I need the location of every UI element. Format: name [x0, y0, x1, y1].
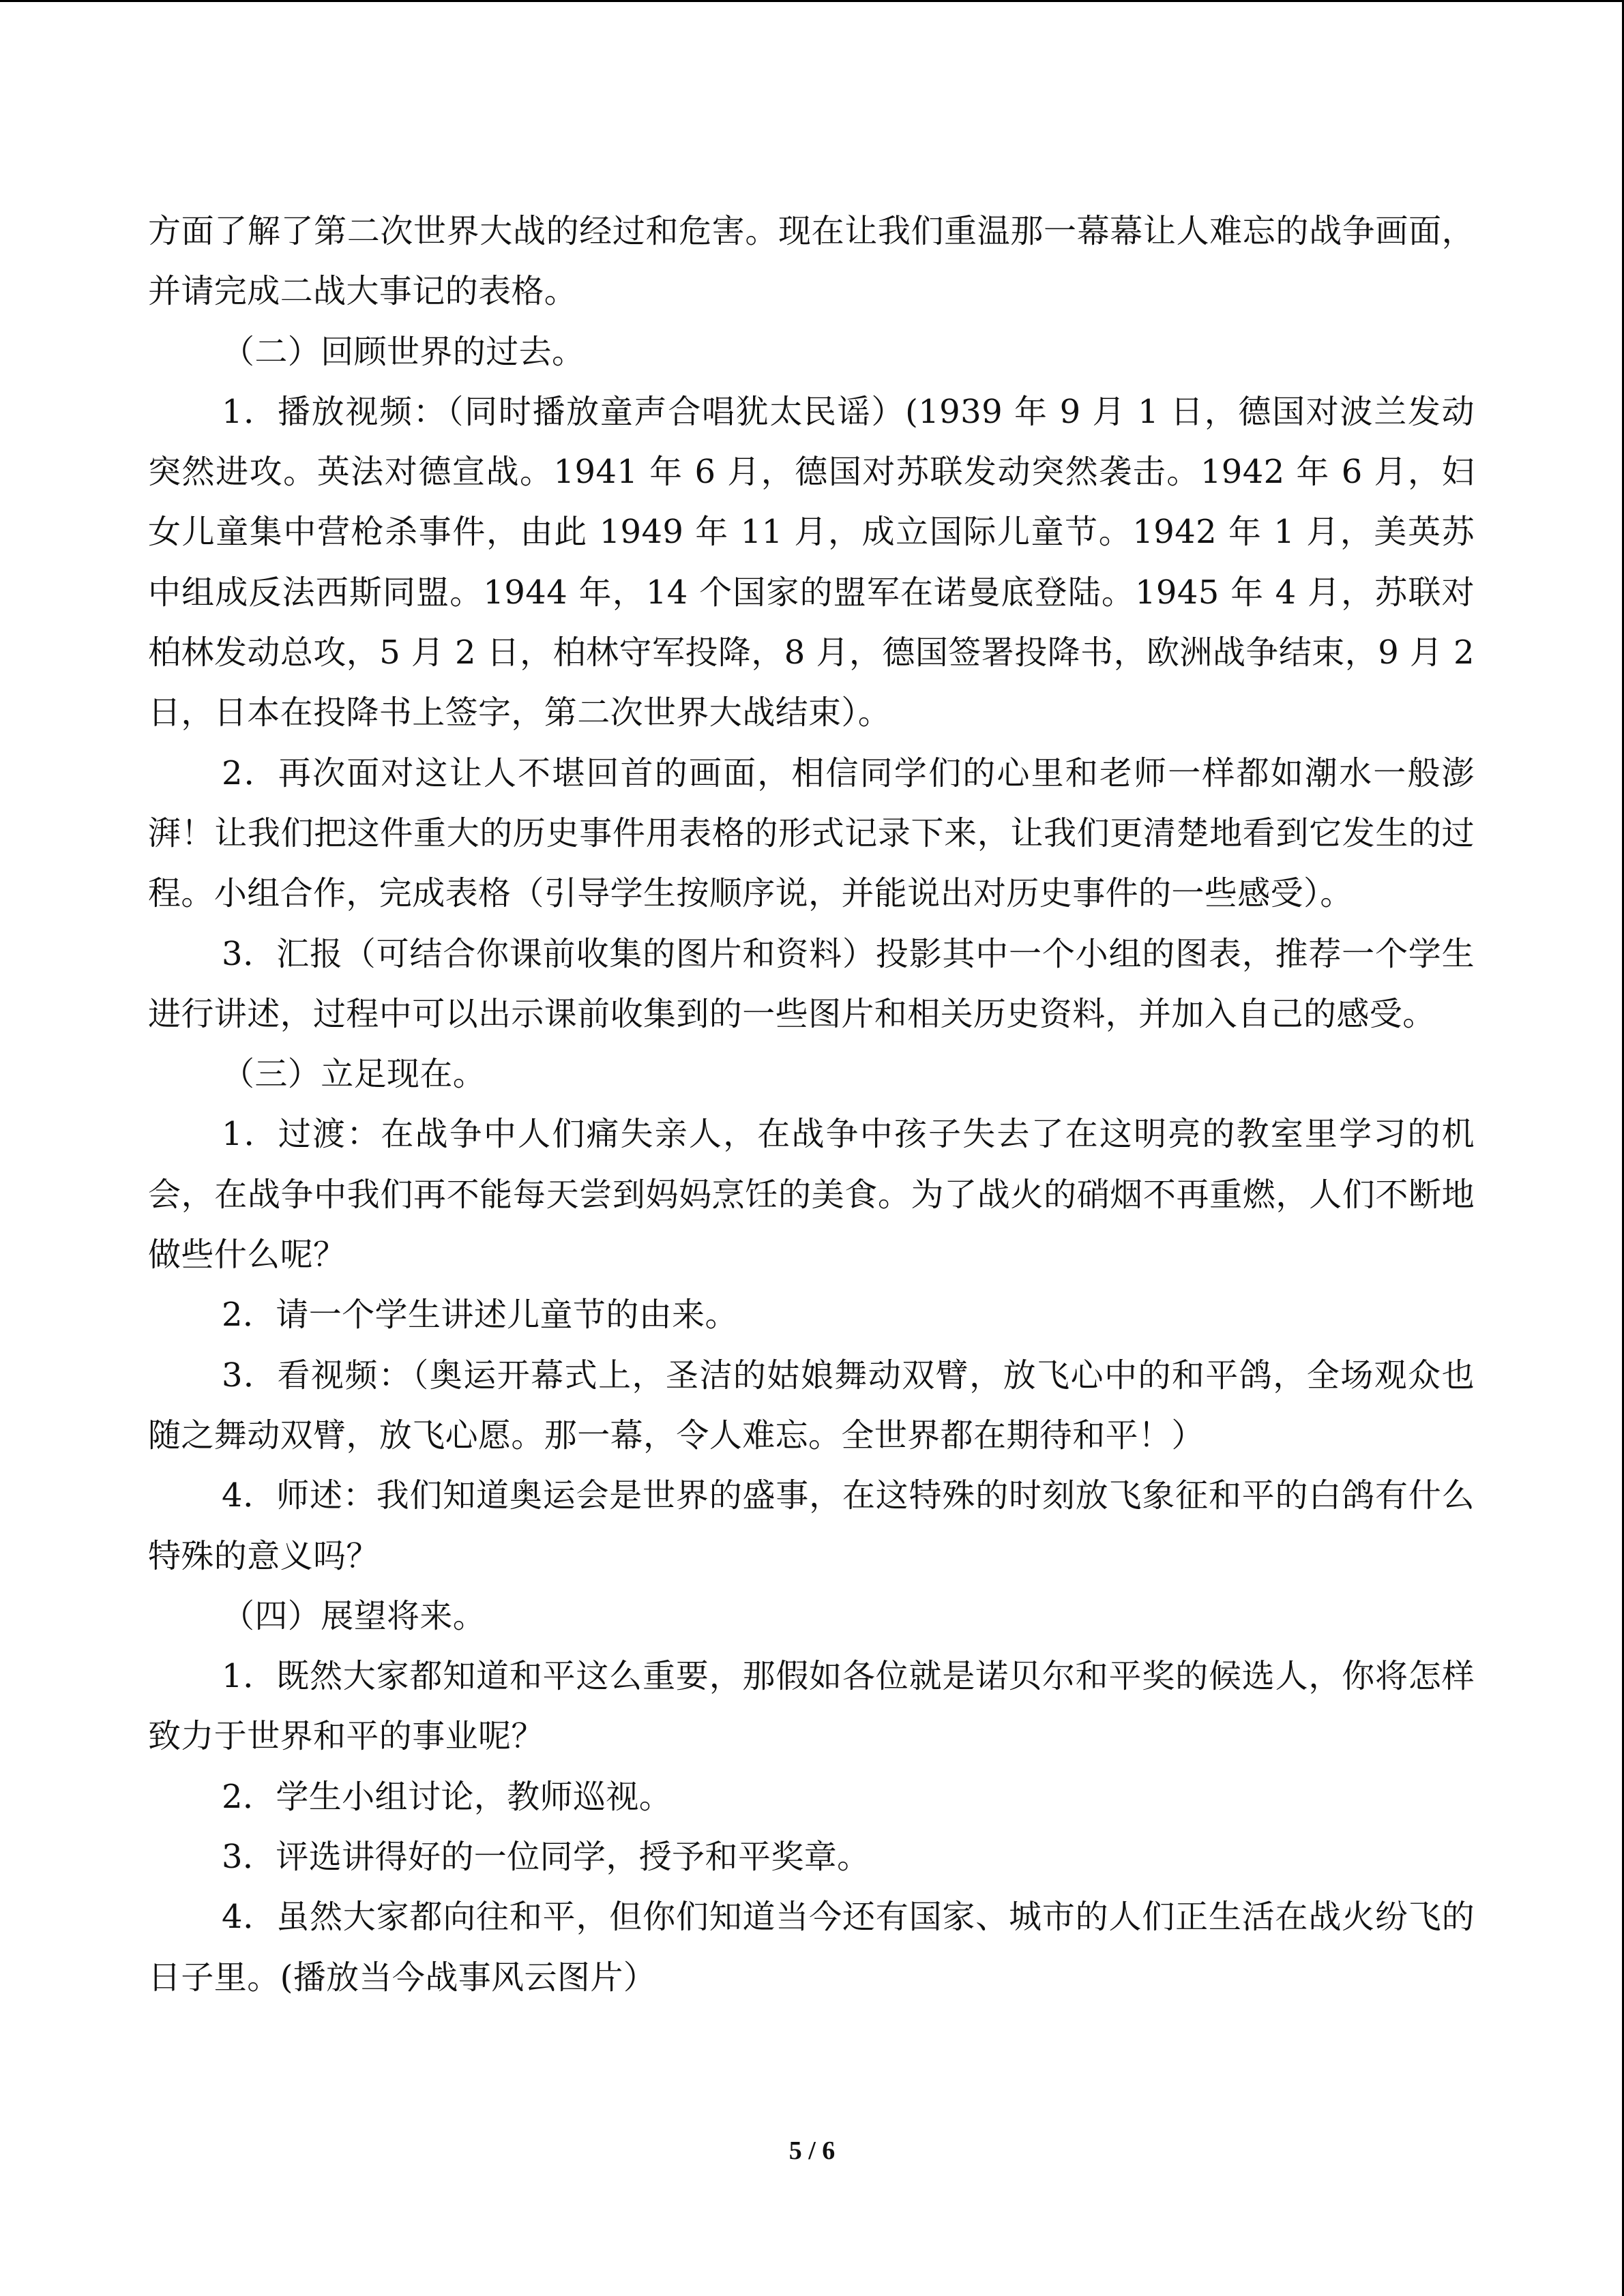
document-body [148, 201, 1475, 2008]
paragraph-group-discussion: 2．学生小组讨论，教师巡视。 [222, 1777, 673, 1816]
section-heading-review-past: （二）回顾世界的过去。 [222, 332, 585, 371]
paragraph-childrens-day: 2．请一个学生讲述儿童节的由来。 [222, 1296, 738, 1335]
paragraph-olympics-video: 3．看视频：（奥运开幕式上，圣洁的姑娘舞动双臂，放飞心中的和平鸽，全场观众也随之舞动双臂，放飞心愿。那一幕，令人难忘。全世界都在期待和平！） [148, 1356, 1475, 1455]
section-heading-present: （三）立足现在。 [222, 1055, 486, 1094]
paragraph-current-wars: 4．虽然大家都向往和平，但你们知道当今还有国家、城市的人们正生活在战火纷飞的日子里。(播放当今战事风云图片） [148, 1898, 1475, 1997]
paragraph-transition: 1．过渡：在战争中人们痛失亲人，在战争中孩子失去了在这明亮的教室里学习的机会，在战争中我们再不能每天尝到妈妈烹饪的美食。为了战火的硝烟不再重燃，人们不断地做些什么呢？ [148, 1115, 1475, 1274]
paragraph-group-table: 2．再次面对这让人不堪回首的画面，相信同学们的心里和老师一样都如潮水一般澎湃！让我们把这件重大的历史事件用表格的形式记录下来，让我们更清楚地看到它发生的过程。小组合作，完成表格（引导学生按顺序说，并能说出对历史事件的一些感受）。 [148, 754, 1475, 913]
paragraph-report: 3．汇报（可结合你课前收集的图片和资料）投影其中一个小组的图表，推荐一个学生进行讲述，过程中可以出示课前收集到的一些图片和相关历史资料，并加入自己的感受。 [148, 934, 1475, 1033]
section-heading-future: （四）展望将来。 [222, 1596, 486, 1635]
page-top-border [0, 0, 1624, 2]
paragraph-nobel-candidate: 1．既然大家都知道和平这么重要，那假如各位就是诺贝尔和平奖的候选人，你将怎样致力于世界和平的事业呢？ [148, 1657, 1475, 1756]
paragraph-play-video: 1．播放视频：（同时播放童声合唱犹太民谣）(1939 年 9 月 1 日，德国对波兰发动突然进攻。英法对德宣战。1941 年 6 月，德国对苏联发动突然袭击。1942 年 6 月，妇女儿童集中营枪杀事件，由此 1949 年 11 月，成立国际儿童节。1942 年 1 月，美英苏中组成反法西斯同盟。1944 年，14 个国家的盟军在诺曼底登陆。1945 年 4 月，苏联对柏林发动总攻，5 月 2 日，柏林守军投降，8 月，德国签署投降书，欧洲战争结束，9 月 2 日，日本在投降书上签字，第二次世界大战结束）。 [148, 392, 1475, 732]
paragraph-continuation: 方面了解了第二次世界大战的经过和危害。现在让我们重温那一幕幕让人难忘的战争画面，并请完成二战大事记的表格。 [148, 212, 1475, 311]
paragraph-teacher-remarks: 4．师述：我们知道奥运会是世界的盛事，在这特殊的时刻放飞象征和平的白鸽有什么特殊的意义吗？ [148, 1476, 1475, 1575]
page-number: 5 / 6 [788, 2136, 836, 2165]
paragraph-peace-medal: 3．评选讲得好的一位同学，授予和平奖章。 [222, 1838, 870, 1877]
